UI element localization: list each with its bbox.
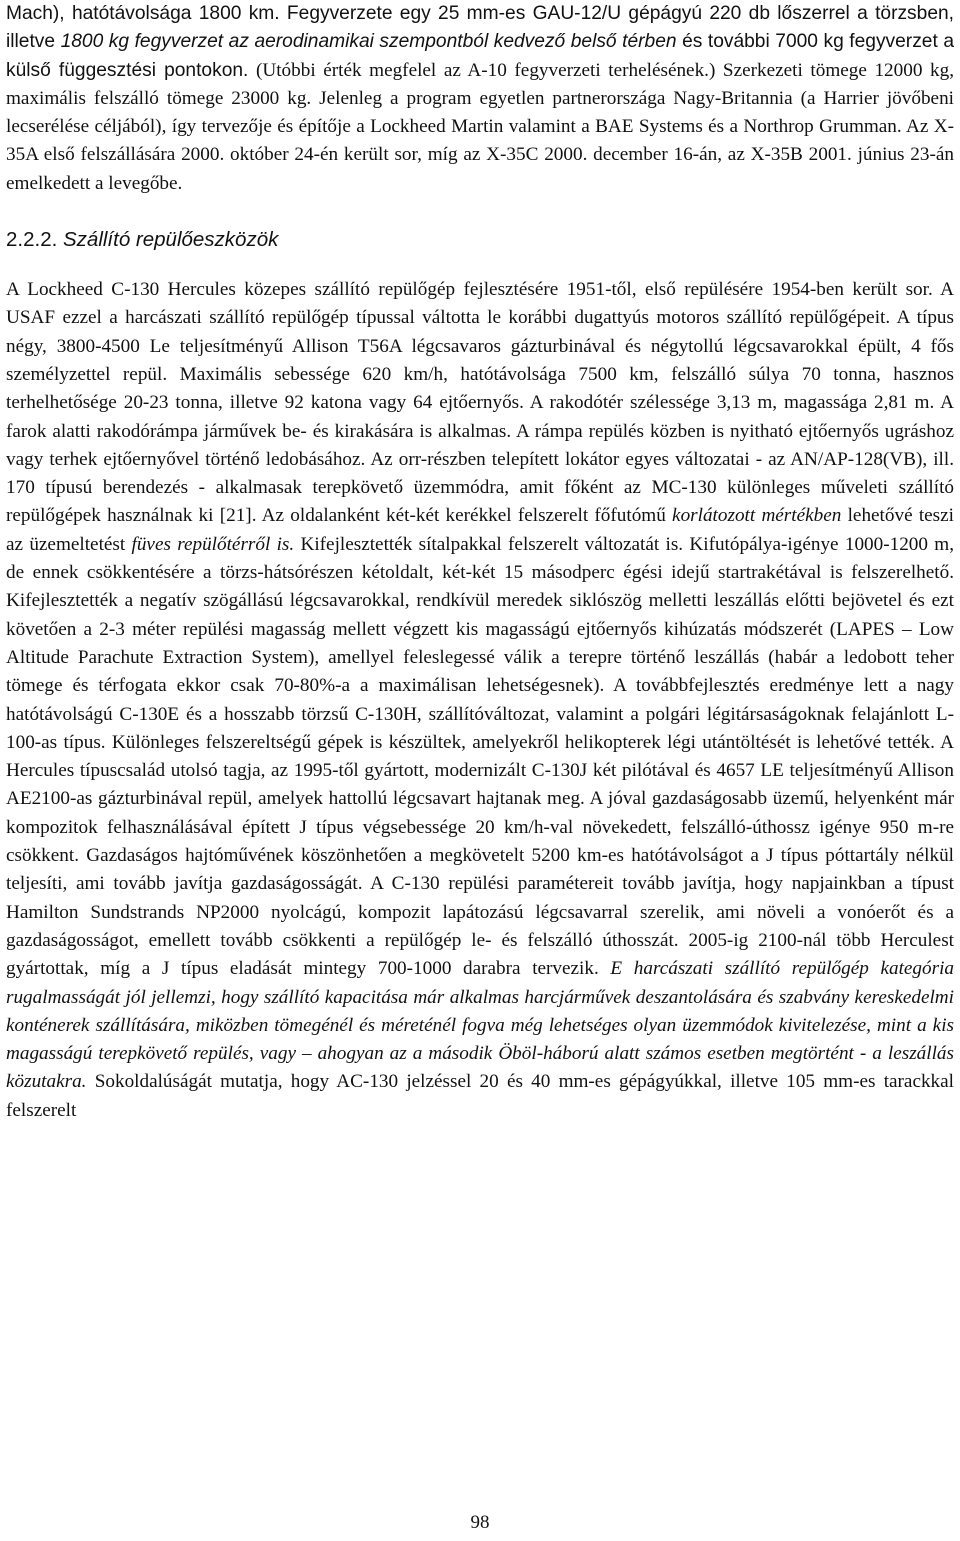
section-number: 2.2.2. xyxy=(6,228,58,252)
page-number: 98 xyxy=(470,1512,490,1533)
text-segment: Kifejlesztették sítalpakkal felszerelt változatát is. Kifutópálya-igénye 1000-1200 m, de ennek csökkentésére a törzs-hátsórészen kétoldalt, két-két 15 másodperc égési idejű startrakétával is felszerelhető. Kifejlesztették a negatív szögállású légcsavarokkal, rendkívül meredek siklószög melletti leszállás előtti bejövetel és ezt követően a 2-3 méter repülési magasság mellett végzett kis magasságú ejtőernyős kihúzatás módszerét (LAPES – Low Altitude Parachute Extraction System), amellyel feleslegessé válik a terepre történő leszállás (habár a ledobott teher tömege és térfogata ekkor csak 70-80%-a a maximálisan lehetségesnek). A továbbfejlesztés eredménye lett a nagy hatótávolságú C-130E és a hosszabb törzsű C-130H, szállítóváltozat, valamint a polgári légitársaságoknak felajánlott L-100-as típus. Különleges felszereltségű gépek is készültek, amelyekről helikopterek légi utántöltését is lehetővé tették. A Hercules típuscsalád utolsó tagja, az 1995-től gyártott, modernizált C-130J két pilótával és 4657 LE teljesítményű Allison AE2100-as gázturbinával repül, amelyek hattollú légcsavart hajtanak meg. A jóval gazdaságosabb üzemű, helyenként már kompozitok felhasználásával épített J típus végsebessége 20 km/h-val növekedett, felszálló-úthossz igénye 950 m-re csökkent. Gazdaságos hajtóművének köszönhetően a megkövetelt 5200 km-es hatótávolságot a J típus póttartály nélkül teljesíti, ami tovább javítja gazdaságosságát. A C-130 repülési paramétereit tovább javítja, hogy napjainkban a típust Hamilton Sundstrands NP2000 nyolcágú, kompozit lapátozású légcsavarral szerelik, ami növeli a vonóerőt és a gazdaságosságot, emellett tovább csökkenti a repülőgép le- és felszálló úthosszát. 2005-ig 2100-nál több Herculest gyártottak, míg a J típus eladását mintegy 700-1000 darabra tervezik. xyxy=(6,533,954,980)
italic-text-segment: korlátozott mértékben xyxy=(672,505,842,527)
section-title: Szállító repülőeszközök xyxy=(63,228,279,252)
paragraph-c130 xyxy=(6,276,954,1125)
text-segment: (Utóbbi érték megfelel az A-10 fegyverzeti terhelésének.) Szerkezeti tömege 12000 kg, maximális felszálló tömege 23000 kg. Jelenleg a program egyetlen partnerországa Nagy-Britannia (a Harrier jövőbeni lecserélése céljából), így tervezője és építője a Lockheed Martin valamint a BAE Systems és a Northrop Grumman. Az X-35A első felszállására 2000. október 24-én került sor, míg az X-35C 2000. december 16-án, az X-35B 2001. június 23-án emelkedett a levegőbe. xyxy=(6,59,954,194)
text-segment: Mach), hatótávolsága 1800 km. Fegyverzete egy 25 mm-es GAU-12/U gépágyú 220 db lőszerrel a törzsben, illetve xyxy=(6,3,954,53)
paragraph-f35-continuation xyxy=(6,0,954,198)
section-heading xyxy=(6,226,954,254)
italic-text-segment: E harcászati szállító repülőgép kategória rugalmasságát jól jellemzi, hogy szállító kapacitása már alkalmas harcjárművek deszantolására és szabvány kereskedelmi konténerek szállítására, miközben tömegénél és méreténél fogva még lehetséges olyan üzemmódok kivitelezése, mint a kis magasságú terepkövető repülés, vagy – ahogyan az a második Öböl-háború alatt számos esetben megtörtént - a leszállás közutakra. xyxy=(6,958,954,1093)
text-segment: A Lockheed C-130 Hercules közepes szállító repülőgép fejlesztésére 1951-től, első repülésére 1954-ben került sor. A USAF ezzel a harcászati szállító repülőgép típussal váltotta le korábbi dugattyús motoros szállító repülőgépeit. A típus négy, 3800-4500 Le teljesítményű Allison T56A légcsavaros gázturbinával és négytollú légcsavarokkal épült, 4 fős személyzettel repül. Maximális sebessége 620 km/h, hatótávolsága 7500 km, felszálló súlya 70 tonna, hasznos terhelhetősége 20-23 tonna, illetve 92 katona vagy 64 ejtőernyős. A rakodótér szélessége 3,13 m, magassága 2,81 m. A farok alatti rakodórámpa járművek be- és kirakására is alkalmas. A rámpa repülés közben is nyitható ejtőernyős ugráshoz vagy terhek ejtőernyővel történő ledobásához. Az orr-részben telepített lokátor egyes változatai - az AN/AP-128(VB), ill. 170 típusú berendezés - alkalmasak terepkövető üzemmódra, amit főként az MC-130 különleges műveleti szállító repülőgépek használnak ki [21]. Az oldalanként két-két kerékkel felszerelt főfutómű xyxy=(6,279,954,527)
italic-text-segment: 1800 kg fegyverzet az aerodinamikai szempontból kedvező belső térben xyxy=(60,31,677,53)
document-page xyxy=(6,0,954,1125)
text-segment: lehetővé teszi az üzemeltetést xyxy=(6,505,954,555)
text-segment: Sokoldalúságát mutatja, hogy AC-130 jelzéssel 20 és 40 mm-es gépágyúkkal, illetve 105 mm-es tarackkal felszerelt xyxy=(6,1071,954,1121)
italic-text-segment: füves repülőtérről is. xyxy=(131,533,295,555)
text-segment: és további 7000 kg fegyverzet a külső függesztési pontokon. xyxy=(6,31,954,81)
